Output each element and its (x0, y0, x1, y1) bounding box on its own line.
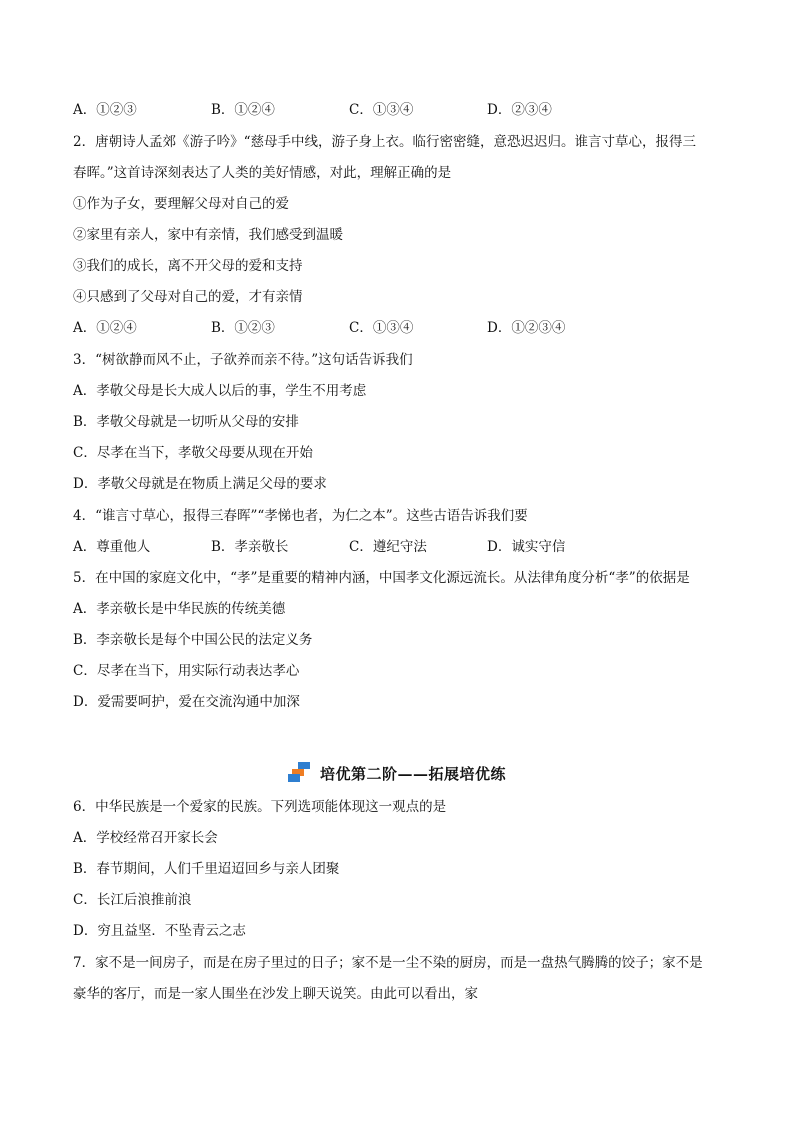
q2-options (73, 318, 733, 338)
q3-option-a: A．孝敬父母是长大成人以后的事，学生不用考虑 (73, 383, 367, 399)
q3-option-c: C．尽孝在当下，孝敬父母要从现在开始 (73, 445, 313, 461)
q3-stem: 3．“树欲静而风不止，子欲养而亲不待。”这句话告诉我们 (73, 352, 413, 368)
q4-option-d: D．诚实守信 (487, 539, 566, 555)
q7-stem-line1: 7．家不是一间房子，而是在房子里过的日子；家不是一尘不染的厨房，而是一盘热气腾腾的饺子；家不是 (73, 955, 703, 971)
q7-stem-line2: 豪华的客厅，而是一家人围坐在沙发上聊天说笑。由此可以看出，家 (73, 986, 478, 1002)
q4-stem: 4．“谁言寸草心，报得三春晖”“孝悌也者，为仁之本”。这些古语告诉我们要 (73, 508, 528, 524)
q6-stem: 6．中华民族是一个爱家的民族。下列选项能体现这一观点的是 (73, 799, 447, 815)
section-heading (0, 762, 794, 784)
q2-item-4: ④只感到了父母对自己的爱，才有亲情 (73, 289, 303, 305)
q2-item-1: ①作为子女，要理解父母对自己的爱 (73, 196, 289, 212)
q2-item-2: ②家里有亲人，家中有亲情，我们感受到温暖 (73, 227, 343, 243)
q1-option-b: B．①②④ (211, 102, 275, 118)
q6-option-a: A．学校经常召开家长会 (73, 830, 218, 846)
section-title: 培优第二阶——拓展培优练 (319, 764, 506, 783)
q1-option-a: A．①②③ (73, 102, 137, 118)
stacked-blocks-icon (288, 762, 314, 784)
q3-option-b: B．孝敬父母就是一切听从父母的安排 (73, 414, 299, 430)
q2-stem-line2: 春晖。”这首诗深刻表达了人类的美好情感，对此，理解正确的是 (73, 165, 452, 181)
q4-option-c: C．遵纪守法 (349, 539, 427, 555)
q5-stem: 5．在中国的家庭文化中，“孝”是重要的精神内涵，中国孝文化源远流长。从法律角度分析“孝”的依据是 (73, 570, 690, 586)
q1-option-d: D．②③④ (487, 102, 552, 118)
q2-stem-line1: 2．唐朝诗人孟郊《游子吟》“慈母手中线，游子身上衣。临行密密缝，意恐迟迟归。谁言寸草心，报得三 (73, 134, 696, 150)
q2-option-b: B．①②③ (211, 320, 275, 336)
q4-option-a: A．尊重他人 (73, 539, 151, 555)
q1-option-c: C．①③④ (349, 102, 414, 118)
q1-options (73, 100, 733, 120)
q6-option-d: D．穷且益坚．不坠青云之志 (73, 923, 246, 939)
q6-option-b: B．春节期间，人们千里迢迢回乡与亲人团聚 (73, 861, 340, 877)
q2-option-c: C．①③④ (349, 320, 414, 336)
q5-option-d: D．爱需要呵护，爱在交流沟通中加深 (73, 694, 300, 710)
q2-item-3: ③我们的成长，离不开父母的爱和支持 (73, 258, 303, 274)
q5-option-c: C．尽孝在当下，用实际行动表达孝心 (73, 663, 300, 679)
q3-option-d: D．孝敬父母就是在物质上满足父母的要求 (73, 476, 327, 492)
q5-option-a: A．孝亲敬长是中华民族的传统美德 (73, 601, 286, 617)
q6-option-c: C．长江后浪推前浪 (73, 892, 192, 908)
q2-option-a: A．①②④ (73, 320, 137, 336)
q5-option-b: B．李亲敬长是每个中国公民的法定义务 (73, 632, 313, 648)
q2-option-d: D．①②③④ (487, 320, 566, 336)
q4-options (73, 537, 733, 557)
q4-option-b: B．孝亲敬长 (211, 539, 289, 555)
